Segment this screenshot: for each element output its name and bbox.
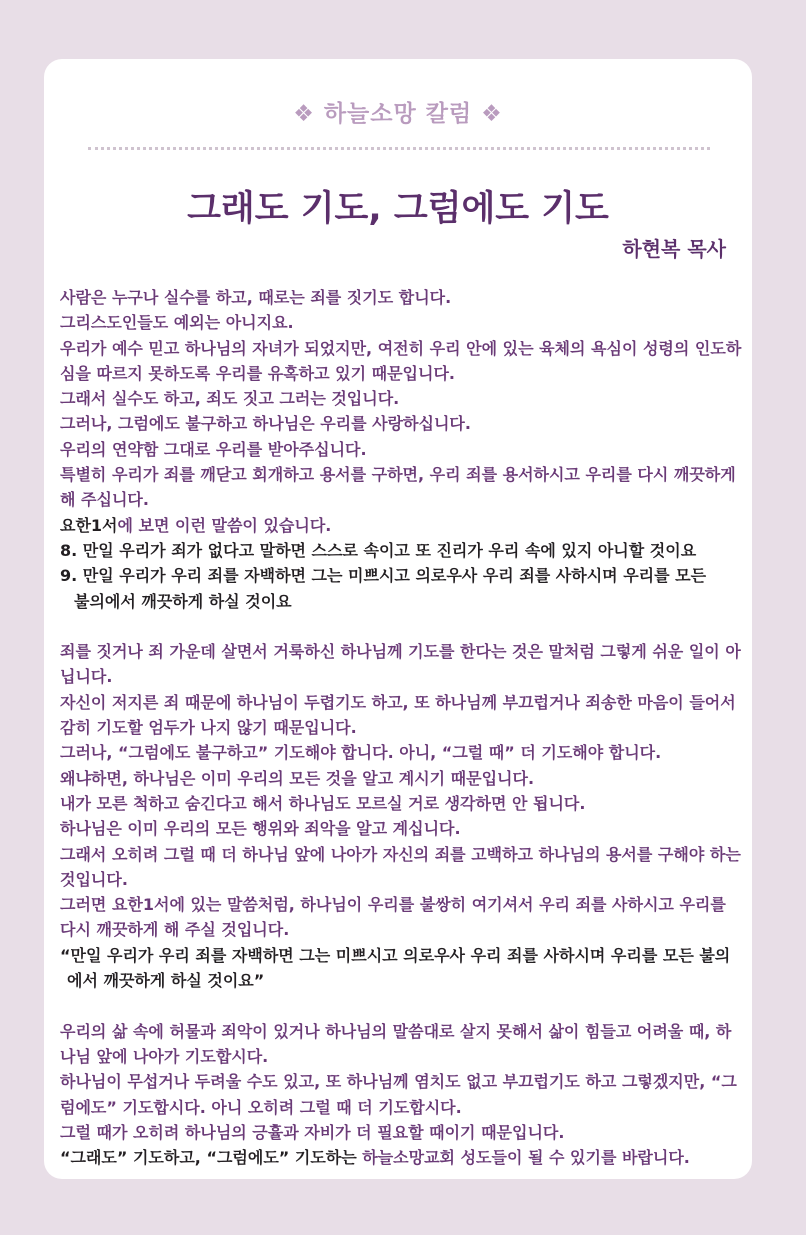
paragraph-line: 사람은 누구나 실수를 하고, 때로는 죄를 짓기도 합니다. [60, 288, 452, 307]
paragraph-line: 우리가 예수 믿고 하나님의 자녀가 되었지만, 여전히 우리 안에 있는 육체의 욕심이 성령의 인도하심을 따르지 못하도록 우리를 유혹하고 있기 때문입니다. [60, 338, 742, 383]
paragraph-line: 하나님은 이미 우리의 모든 행위와 죄악을 알고 계십니다. [60, 819, 461, 839]
paragraph-spacer [60, 614, 745, 639]
paragraph-line: 왜냐하면, 하나님은 이미 우리의 모든 것을 알고 계시기 때문입니다. [60, 768, 535, 788]
scripture-quote-continued: 에서 깨끗하게 하실 것이요” [67, 971, 265, 991]
verse-intro [60, 513, 745, 538]
closing-emphasis: “그래도” 기도하고, “그럼에도” 기도하는 [60, 1148, 357, 1168]
paragraph-line: 내가 모른 척하고 숨긴다고 해서 하나님도 모르실 거로 생각하면 안 됩니다. [60, 793, 586, 813]
paragraph-line: 그러면 요한1서에 있는 말씀처럼, 하나님이 우리를 불쌍히 여기셔서 우리 죄를 사하시고 우리를 다시 깨끗하게 해 주실 것입니다. [60, 895, 726, 940]
scripture-quote: “만일 우리가 우리 죄를 자백하면 그는 미쁘시고 의로우사 우리 죄를 사하시며 우리를 모든 불의 [60, 945, 731, 965]
paragraph-line: 하나님이 무섭거나 두려울 수도 있고, 또 하나님께 염치도 없고 부끄럽기도 하고 그렇겠지만, “그럼에도” 기도합시다. 아니 오히려 그럴 때 더 기도합시다. [60, 1072, 737, 1117]
verse-8: 8. 만일 우리가 죄가 없다고 말하면 스스로 속이고 또 진리가 우리 속에 있지 아니할 것이요 [60, 540, 697, 560]
paragraph-line: 그러나, 그럼에도 불구하고 하나님은 우리를 사랑하십니다. [60, 414, 471, 434]
paragraph-line: 그러나, “그럼에도 불구하고” 기도해야 합니다. 아니, “그럴 때” 더 기도해야 합니다. [60, 743, 662, 763]
closing-text: 하늘소망교회 성도들이 될 수 있기를 바랍니다. [356, 1148, 690, 1168]
column-body [60, 285, 745, 1170]
paragraph-line: 죄를 짓거나 죄 가운데 살면서 거룩하신 하나님께 기도를 한다는 것은 말처럼 그렇게 쉬운 일이 아닙니다. [60, 642, 741, 687]
author-name: 하현복 목사 [622, 237, 726, 261]
paragraph-spacer [60, 993, 745, 1018]
closing-line [60, 1145, 745, 1170]
dotted-divider [88, 147, 710, 150]
paragraph-line: 그럴 때가 오히려 하나님의 긍휼과 자비가 더 필요할 때이기 때문입니다. [60, 1122, 565, 1142]
paragraph-line: 특별히 우리가 죄를 깨닫고 회개하고 용서를 구하면, 우리 죄를 용서하시고 우리를 다시 깨끗하게 해 주십니다. [60, 465, 736, 510]
paragraph-line: 우리의 연약함 그대로 우리를 받아주십니다. [60, 439, 367, 459]
paragraph-line: 우리의 삶 속에 허물과 죄악이 있거나 하나님의 말씀대로 살지 못해서 삶이 힘들고 어려울 때, 하나님 앞에 나아가 기도합시다. [60, 1021, 732, 1066]
verse-9: 9. 만일 우리가 우리 죄를 자백하면 그는 미쁘시고 의로우사 우리 죄를 사하시며 우리를 모든 [60, 566, 707, 586]
column-card [44, 59, 752, 1179]
paragraph-line: 그래서 오히려 그럴 때 더 하나님 앞에 나아가 자신의 죄를 고백하고 하나님의 용서를 구해야 하는 것입니다. [60, 844, 741, 889]
verse-intro-text: 에 보면 이런 말씀이 있습니다. [117, 515, 332, 535]
paragraph-line: 그리스도인들도 예외는 아니지요. [60, 313, 294, 333]
paragraph-line: 자신이 저지른 죄 때문에 하나님이 두렵기도 하고, 또 하나님께 부끄럽거나 죄송한 마음이 들어서 감히 기도할 엄두가 나지 않기 때문입니다. [60, 692, 736, 738]
verse-reference: 요한1서 [60, 515, 118, 535]
paragraph-line: 그래서 실수도 하고, 죄도 짓고 그러는 것입니다. [60, 389, 400, 409]
column-title: 그래도 기도, 그럼에도 기도 [187, 189, 609, 229]
verse-9-continued: 불의에서 깨끗하게 하실 것이요 [74, 591, 292, 611]
column-header: ❖ 하늘소망 칼럼 ❖ [293, 101, 503, 127]
